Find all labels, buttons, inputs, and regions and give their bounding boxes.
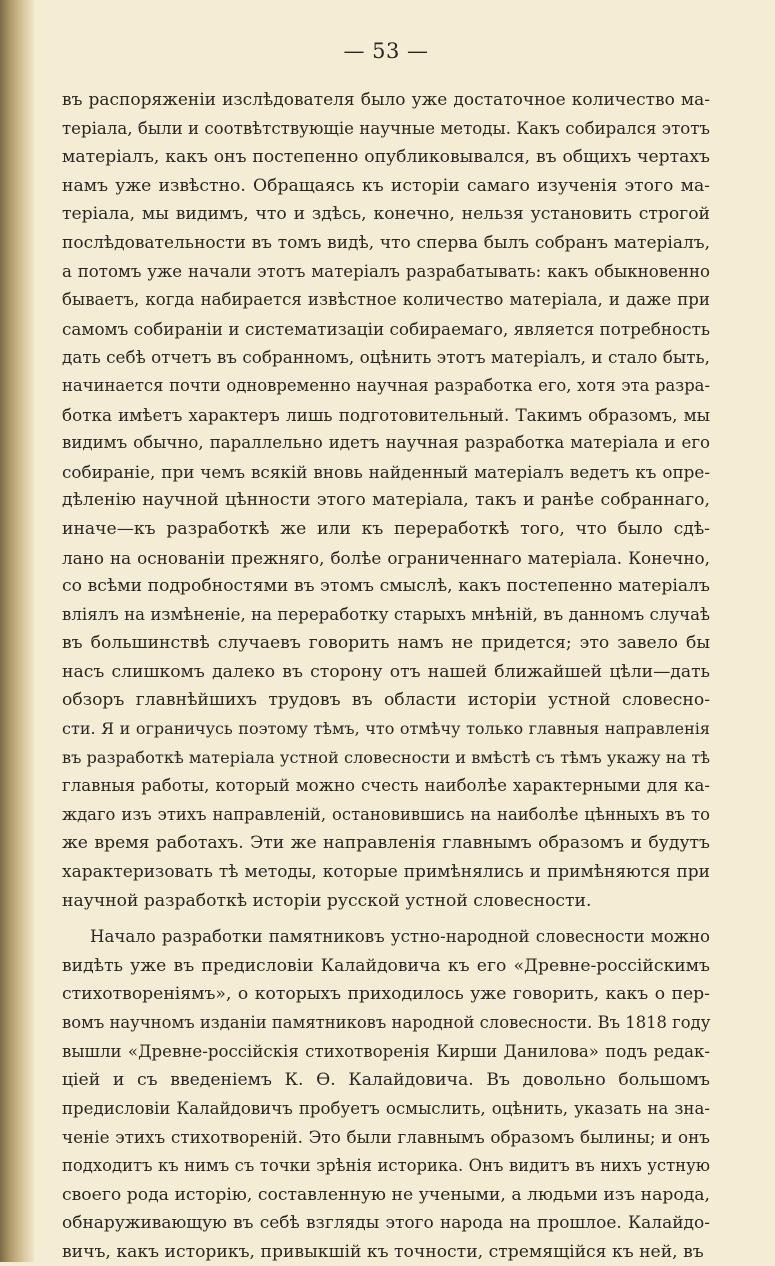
text-line: теріала, были и соотвѣтствующіе научные методы. Какъ собирался этотъ [62,118,710,138]
paragraph [62,86,710,915]
text-line: бываетъ, когда набирается извѣстное количество матеріала, и даже при [62,290,710,310]
text-line: своего рода исторію, составленную не учеными, а людьми изъ народа, [62,1184,710,1205]
text-line: лано на основаніи прежняго, болѣе ограниченнаго матеріала. Конечно, [62,547,710,568]
paragraph-gap [62,915,710,923]
text-line: обзоръ главнѣйшихъ трудовъ въ области исторіи устной словесно- [62,690,710,711]
text-line: вичъ, какъ историкъ, привыкшій къ точности, стремящійся къ ней, въ [62,1241,704,1262]
text-line: насъ слишкомъ далеко въ сторону отъ нашей ближайшей цѣли—дать [62,661,710,682]
text-line: собираніе, при чемъ всякій вновь найденный матеріалъ ведетъ къ опре- [62,461,710,482]
text-line: сти. Я и ограничусь поэтому тѣмъ, что отмѣчу только главныя направленія [62,719,710,739]
text-line: въ распоряженіи изслѣдователя было уже достаточное количество ма- [62,90,710,110]
text-line: видѣть уже въ предисловіи Калайдовича къ его «Древне-россійскимъ [62,955,710,976]
text-line: Начало разработки памятниковъ устно-народной словесности можно [90,927,710,947]
text-line: видимъ обычно, параллельно идетъ научная разработка матеріала и его [62,433,710,453]
text-line: вышли «Древне-россійскія стихотворенія Кирши Данилова» подъ редак- [62,1041,710,1061]
text-line: вліялъ на измѣненіе, на переработку старыхъ мнѣній, въ данномъ случаѣ [62,604,710,624]
text-line: ціей и съ введеніемъ К. Ѳ. Калайдовича. Въ довольно большомъ [62,1070,710,1091]
text-line: обнаруживающую въ себѣ взгляды этого народа на прошлое. Калайдо- [62,1213,710,1234]
text-line: намъ уже извѣстно. Обращаясь къ исторіи самаго изученія этого ма- [62,175,710,196]
book-page [62,38,711,1262]
book-binding-edge [0,0,34,1262]
text-line: матеріалъ, какъ онъ постепенно опубликовывался, въ общихъ чертахъ [62,147,710,168]
text-line: подходитъ къ нимъ съ точки зрѣнія историка. Онъ видитъ въ нихъ устную [62,1155,710,1175]
paragraph [62,923,710,1266]
text-line: вомъ научномъ изданіи памятниковъ народной словесности. Въ 1818 году [62,1013,711,1032]
text-line: стихотвореніямъ», о которыхъ приходилось уже говорить, какъ о пер- [62,984,710,1005]
text-line: дать себѣ отчетъ въ собранномъ, оцѣнить этотъ матеріалъ, и стало быть, [62,347,710,368]
text-line: начинается почти одновременно научная разработка его, хотя эта разра- [62,375,710,395]
text-line: въ разработкѣ матеріала устной словесности и вмѣстѣ съ тѣмъ укажу на тѣ [62,747,711,767]
text-line: характеризовать тѣ методы, которые примѣнялись и примѣняются при [62,862,710,883]
page-number: — 53 — [343,39,429,63]
text-line: ждаго изъ этихъ направленій, остановившись на наиболѣе цѣнныхъ въ то [62,804,710,824]
text-line: предисловіи Калайдовичъ пробуетъ осмыслить, оцѣнить, указать на зна- [62,1098,710,1118]
text-line: иначе—къ разработкѣ же или къ переработкѣ того, что было сдѣ- [62,518,710,539]
text-line: теріала, мы видимъ, что и здѣсь, конечно, нельзя установить строгой [62,204,710,225]
text-line: главныя работы, который можно счесть наиболѣе характерными для ка- [62,776,710,796]
text-line: послѣдовательности въ томъ видѣ, что сперва былъ собранъ матеріалъ, [62,232,710,253]
text-line: ченіе этихъ стихотвореній. Это были главнымъ образомъ былины; и онъ [62,1127,710,1148]
text-line: научной разработкѣ исторіи русской устной словесности. [62,890,592,911]
text-line: въ большинствѣ случаевъ говорить намъ не придется; это завело бы [62,633,710,654]
text-line: же время работахъ. Эти же направленія главнымъ образомъ и будутъ [62,833,710,854]
text-line: а потомъ уже начали этотъ матеріалъ разрабатывать: какъ обыкновенно [62,261,710,281]
text-line: дѣленію научной цѣнности этого матеріала, такъ и ранѣе собраннаго, [62,490,710,511]
text-line: самомъ собираніи и систематизаціи собираемаго, является потребность [62,318,710,339]
text-line: со всѣми подробностями въ этомъ смыслѣ, какъ постепенно матеріалъ [62,576,710,597]
text-line: ботка имѣетъ характеръ лишь подготовительный. Такимъ образомъ, мы [62,404,710,425]
page-text-body [62,86,710,1266]
